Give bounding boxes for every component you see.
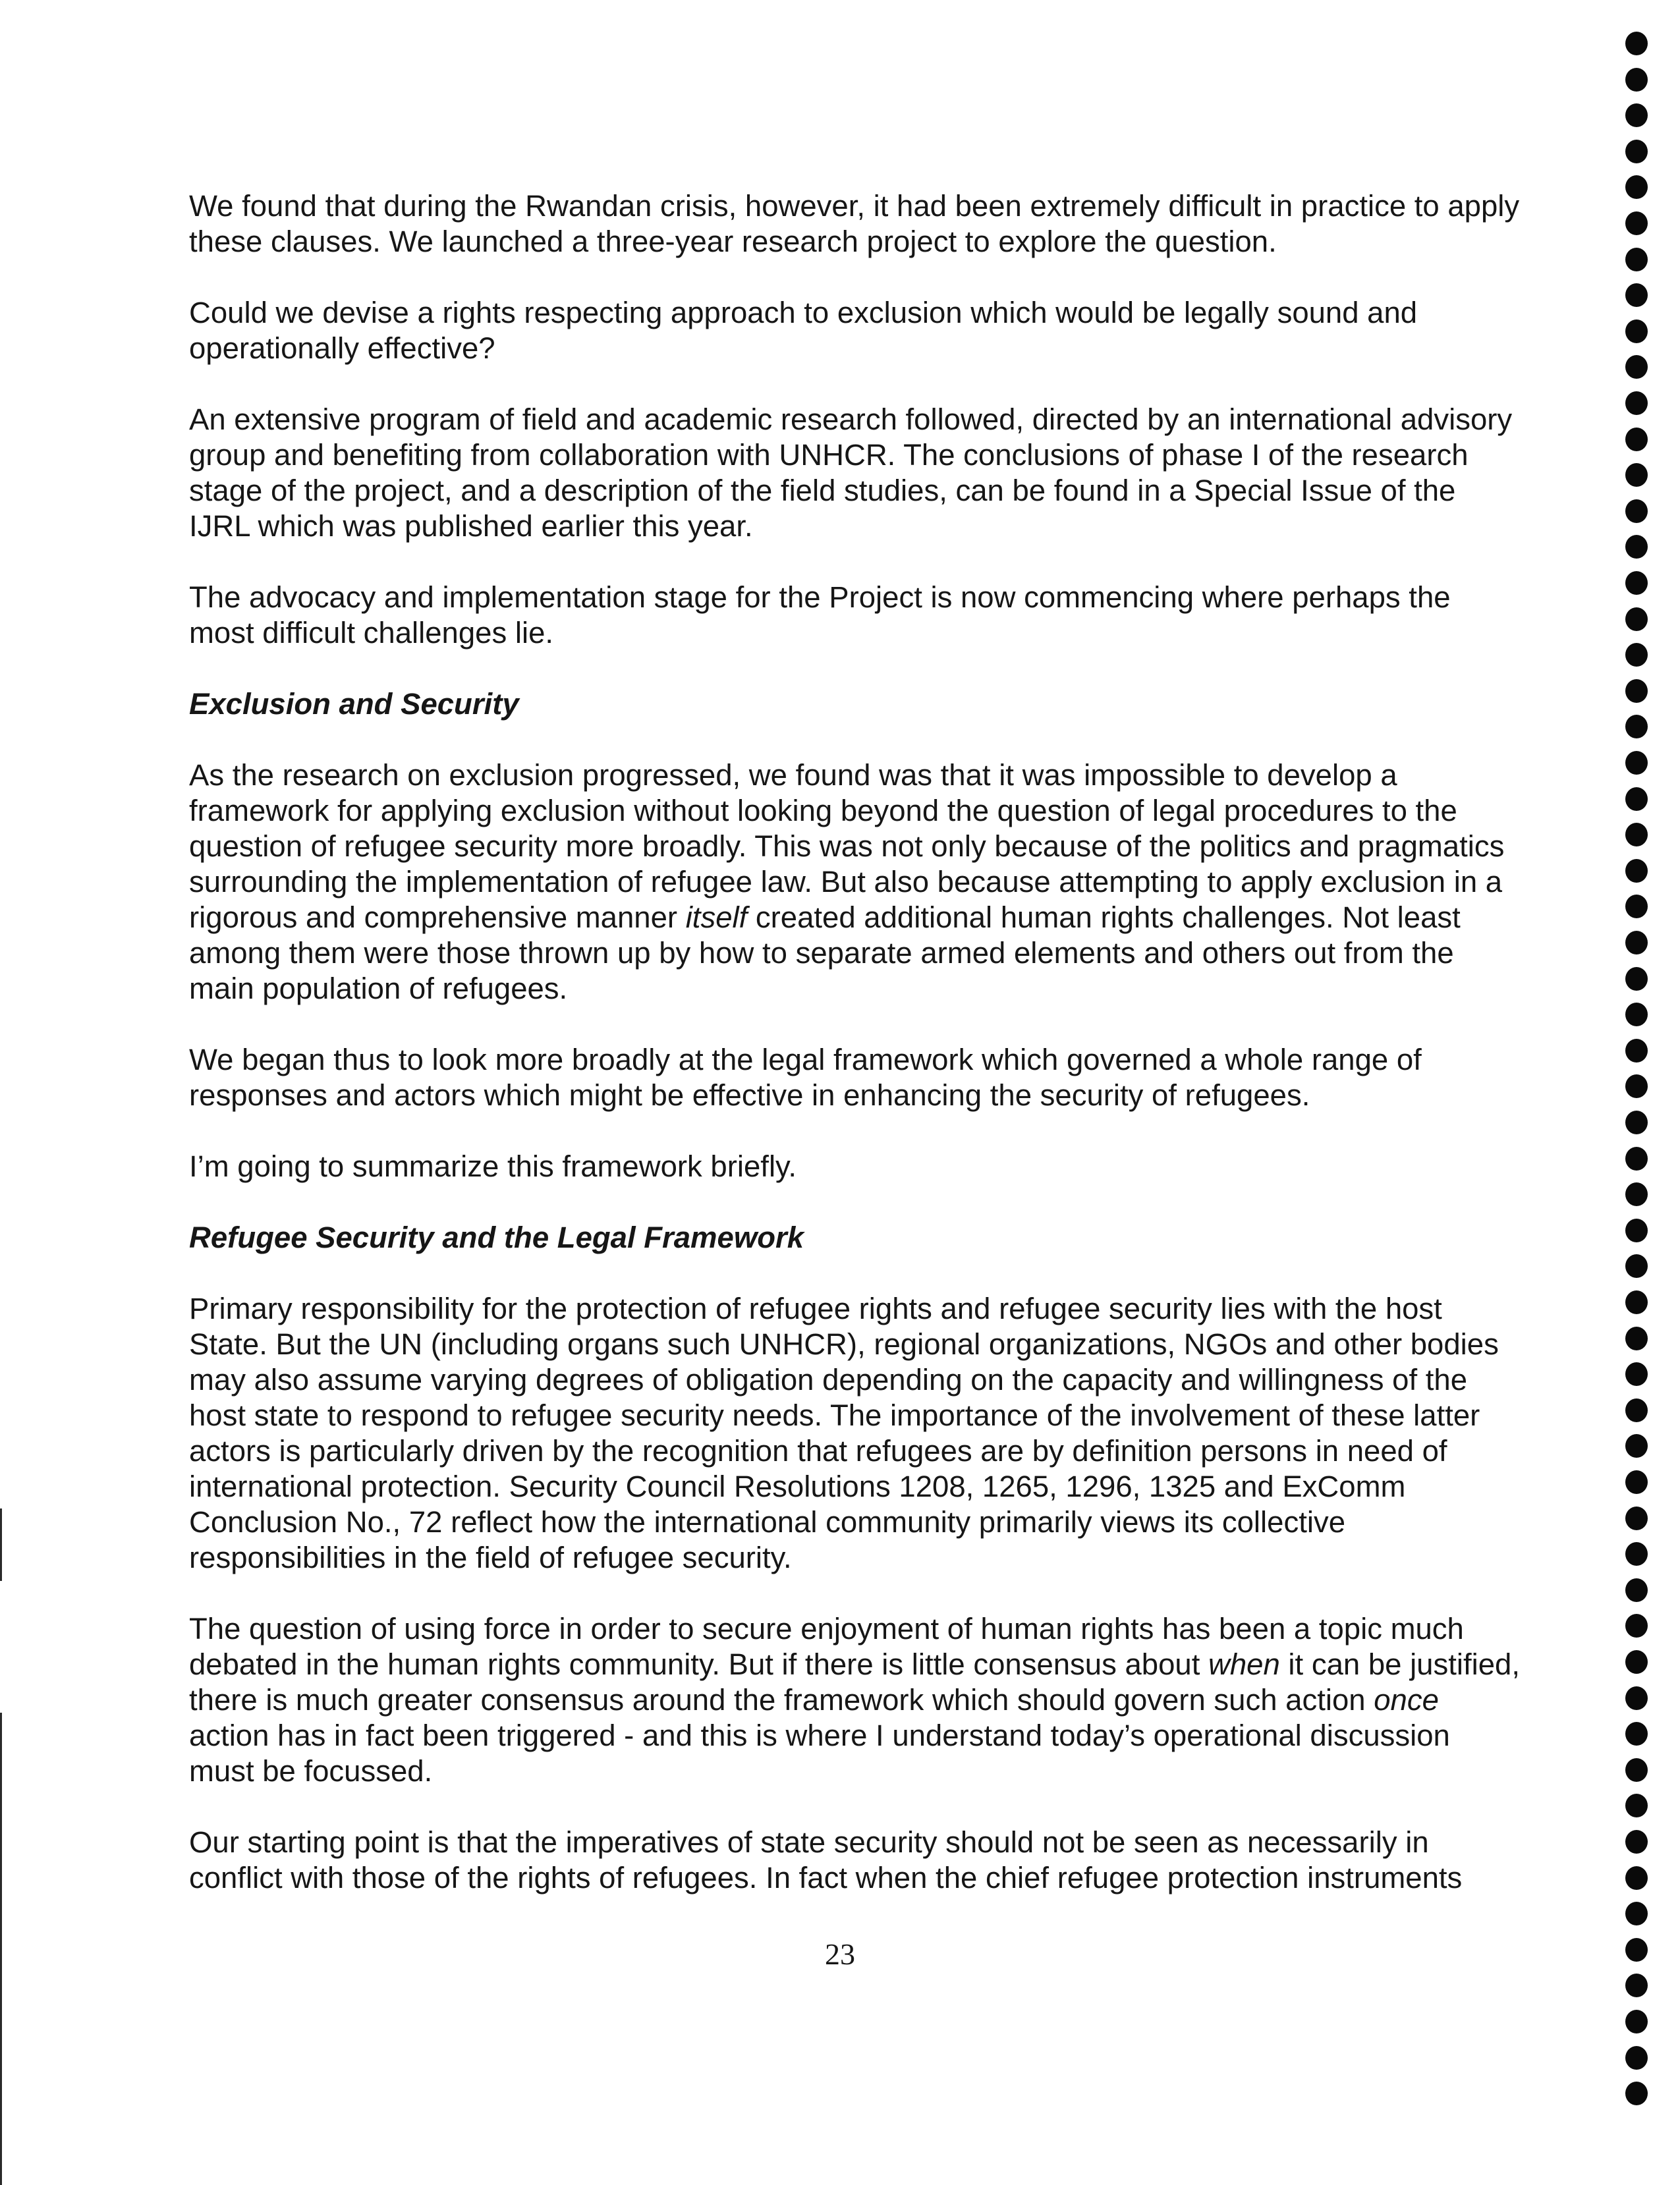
paragraph-advocacy-stage: The advocacy and implementation stage for the Project is now commencing where perhaps the most difficult challenges lie. <box>189 580 1451 650</box>
binding-hole <box>1625 1614 1648 1638</box>
binding-hole <box>1625 1327 1648 1350</box>
heading-refugee-security-legal-framework: Refugee Security and the Legal Framework <box>189 1221 804 1254</box>
binding-hole <box>1625 140 1648 163</box>
binding-hole <box>1625 1470 1648 1494</box>
binding-hole <box>1625 283 1648 307</box>
paragraph-summarize: I’m going to summarize this framework briefly. <box>189 1149 797 1183</box>
binding-hole <box>1625 1578 1648 1602</box>
page-number: 23 <box>825 1937 855 1971</box>
paragraph-use-of-force <box>189 1611 1520 1789</box>
binding-hole <box>1625 32 1648 55</box>
binding-hole <box>1625 1902 1648 1925</box>
scan-edge-line-lower <box>0 1713 2 2185</box>
paragraph-starting-point: Our starting point is that the imperatives of state security should not be seen as necessarily in conflict with those of the rights of refugees. In fact when the chief refugee protection instruments <box>189 1825 1463 1895</box>
binding-hole <box>1625 1290 1648 1314</box>
binding-hole <box>1625 1147 1648 1171</box>
binding-hole <box>1625 535 1648 559</box>
binding-hole <box>1625 1722 1648 1746</box>
emphasis-when: when <box>1208 1647 1280 1681</box>
binding-hole <box>1625 2046 1648 2070</box>
binding-hole <box>1625 1111 1648 1134</box>
binding-hole <box>1625 1866 1648 1890</box>
binding-hole <box>1625 751 1648 775</box>
binding-hole <box>1625 1434 1648 1458</box>
binding-hole <box>1625 1938 1648 1962</box>
binding-hole <box>1625 1686 1648 1710</box>
binding-hole <box>1625 895 1648 918</box>
binding-hole <box>1625 355 1648 379</box>
paragraph-use-of-force-text-2: it can be justified, there is much greater consensus around the framework which should govern such action <box>189 1647 1520 1717</box>
binding-hole <box>1625 2010 1648 2033</box>
binding-hole <box>1625 103 1648 127</box>
binding-hole <box>1625 1398 1648 1422</box>
paragraph-research-program: An extensive program of field and academic research followed, directed by an international advisory group and benefiting from collaboration with UNHCR. The conclusions of phase I of the research stage of the project, and a description of the field studies, can be found in a Special Issue of the IJRL which was published earlier this year. <box>189 402 1513 543</box>
binding-hole <box>1625 463 1648 487</box>
paragraph-research-question: Could we devise a rights respecting approach to exclusion which would be legally sound and operationally effective? <box>189 296 1418 365</box>
binding-hole <box>1625 967 1648 991</box>
binding-hole <box>1625 428 1648 451</box>
binding-hole <box>1625 1074 1648 1098</box>
binding-hole <box>1625 1182 1648 1206</box>
binding-hole <box>1625 643 1648 667</box>
paragraph-primary-responsibility: Primary responsibility for the protection of refugee rights and refugee security lies with the host State. But the UN (including organs such UNHCR), regional organizations, NGOs and other bodies may also assume varying degrees of obligation depending on the capacity and willingness of the host state to respond to refugee security needs. The importance of the involvement of these latter actors is particularly driven by the recognition that refugees are by definition persons in need of international protection. Security Council Resolutions 1208, 1265, 1296, 1325 and ExComm Conclusion No., 72 reflect how the international community primarily views its collective responsibilities in the field of refugee security. <box>189 1292 1499 1574</box>
binding-hole <box>1625 679 1648 703</box>
binding-hole <box>1625 1039 1648 1063</box>
binding-hole <box>1625 1003 1648 1026</box>
paragraph-use-of-force-text-1: The question of using force in order to secure enjoyment of human rights has been a topic much debated in the human rights community. But if there is little consensus about <box>189 1612 1464 1681</box>
binding-hole <box>1625 1542 1648 1566</box>
binding-hole <box>1625 391 1648 415</box>
paragraph-exclusion-progress <box>189 758 1520 1007</box>
binding-hole <box>1625 1507 1648 1530</box>
binding-hole <box>1625 1650 1648 1674</box>
binding-hole <box>1625 1362 1648 1386</box>
emphasis-once: once <box>1374 1683 1439 1717</box>
binding-hole <box>1625 1219 1648 1242</box>
binding-hole <box>1625 68 1648 92</box>
binding-hole <box>1625 607 1648 631</box>
heading-exclusion-and-security: Exclusion and Security <box>189 687 519 721</box>
binding-hole <box>1625 1830 1648 1854</box>
binding-hole <box>1625 571 1648 595</box>
binding-hole <box>1625 823 1648 846</box>
paragraph-use-of-force-text-3: action has in fact been triggered - and this is where I understand today’s operational discussion must be focussed. <box>189 1719 1450 1788</box>
binding-hole <box>1625 1974 1648 1997</box>
paragraph-rwandan-crisis: We found that during the Rwandan crisis, however, it had been extremely difficult in practice to apply these clauses. We launched a three-year research project to explore the question. <box>189 189 1520 258</box>
paragraph-exclusion-progress-text-end: created additional human rights challenges. Not least among them were those thrown up by how to separate armed elements and others out from the main population of refugees. <box>189 900 1461 1005</box>
scan-edge-line-upper <box>0 1508 2 1581</box>
binding-hole <box>1625 1758 1648 1782</box>
binding-hole <box>1625 319 1648 343</box>
binding-hole <box>1625 2082 1648 2105</box>
binding-hole <box>1625 787 1648 811</box>
binding-hole <box>1625 931 1648 954</box>
binding-hole <box>1625 1254 1648 1278</box>
binding-hole <box>1625 1794 1648 1817</box>
binding-hole <box>1625 499 1648 523</box>
binding-hole <box>1625 859 1648 883</box>
binding-hole <box>1625 715 1648 738</box>
emphasis-itself: itself <box>685 900 748 934</box>
paragraph-exclusion-progress-text: As the research on exclusion progressed, we found was that it was impossible to develop a framework for applying exclusion without looking beyond the question of legal procedures to the question of refugee security more broadly. This was not only because of the politics and pragmatics surrounding the implementation of refugee law. But also because attempting to apply exclusion in a rigorous and comprehensive manner <box>189 758 1505 934</box>
binding-holes <box>1625 32 1649 2179</box>
binding-hole <box>1625 248 1648 271</box>
page-body <box>189 188 1520 1896</box>
paragraph-legal-framework-broadly: We began thus to look more broadly at the legal framework which governed a whole range of responses and actors which might be effective in enhancing the security of refugees. <box>189 1043 1422 1112</box>
binding-hole <box>1625 211 1648 235</box>
binding-hole <box>1625 175 1648 199</box>
